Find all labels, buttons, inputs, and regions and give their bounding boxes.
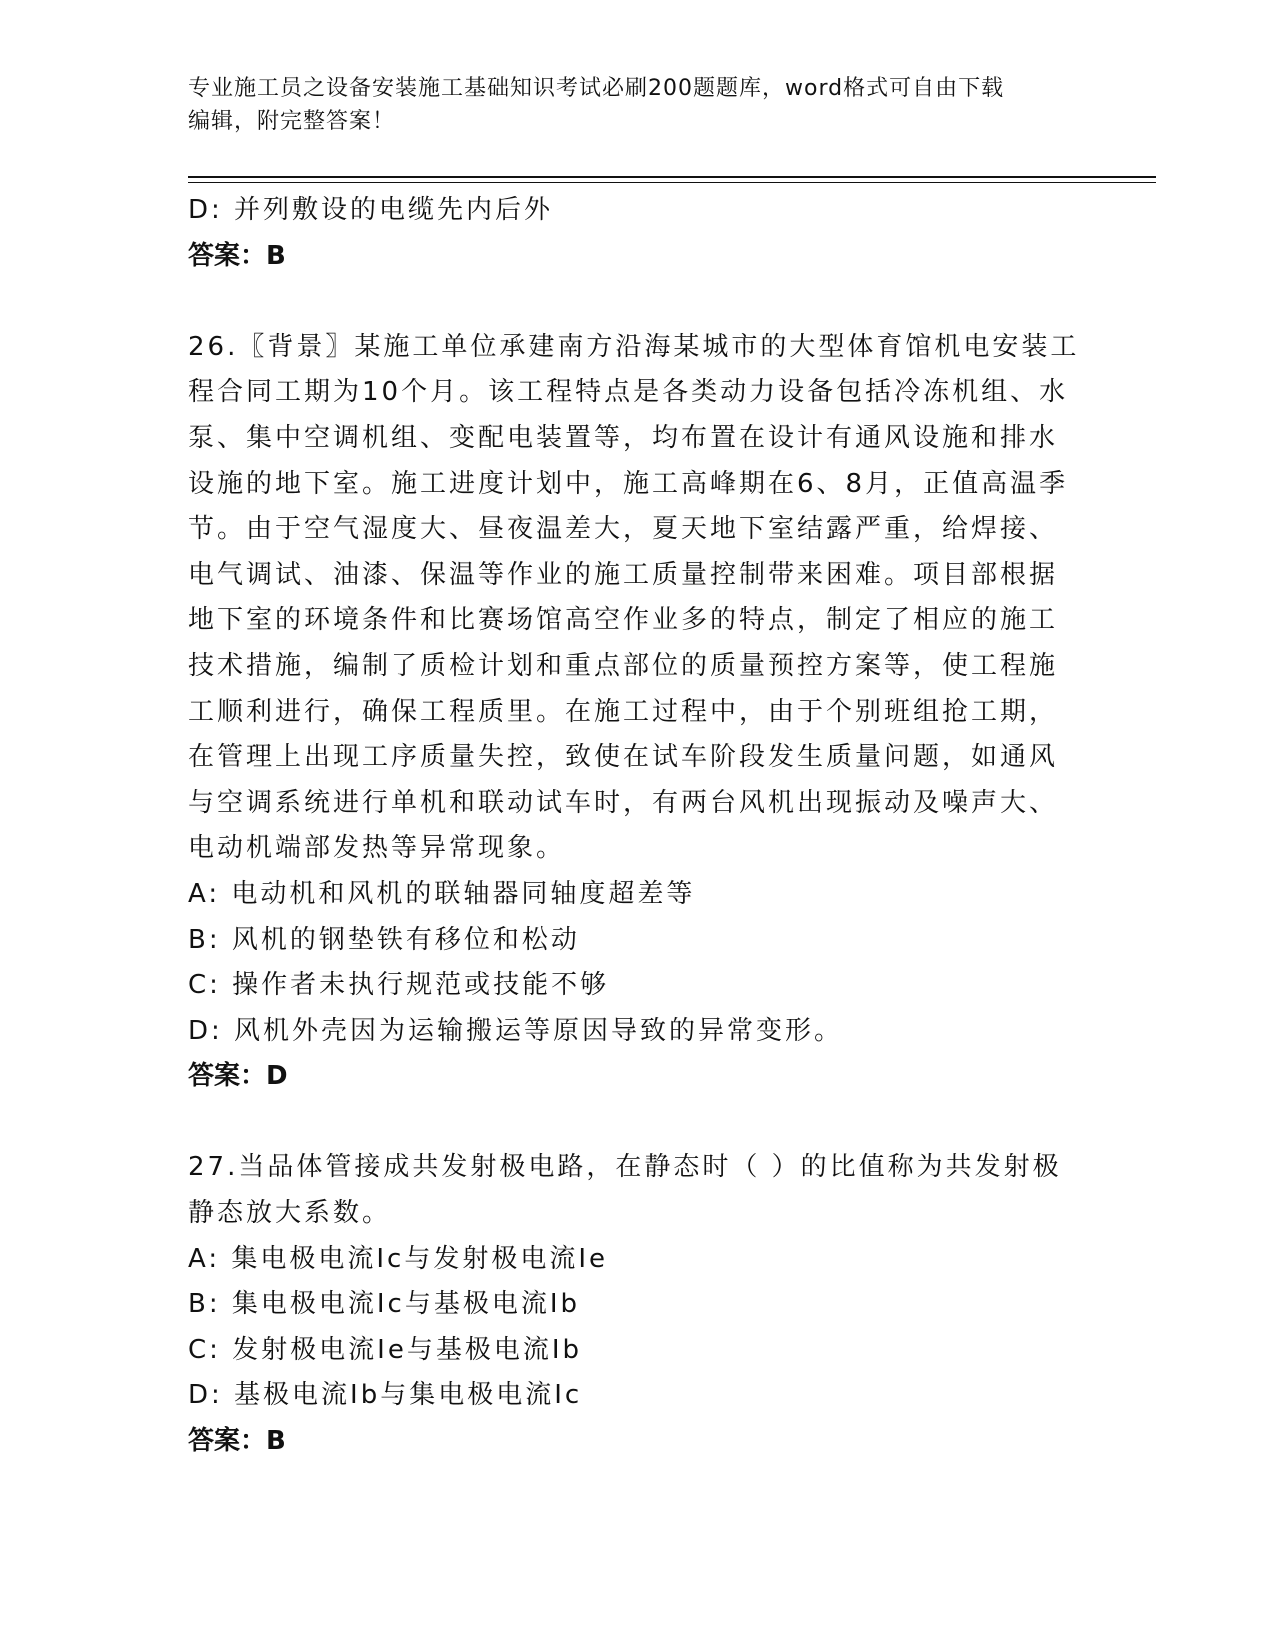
question-text-line: 技术措施，编制了质检计划和重点部位的质量预控方案等，使工程施	[188, 650, 1059, 681]
header-divider-thin	[188, 182, 1156, 183]
question-26	[188, 325, 1088, 1100]
header-line: 专业施工员之设备安装施工基础知识考试必刷200题题库，word格式可自由下载	[188, 76, 1005, 101]
option-a: A: 集电极电流Ic与发射极电流Ie	[188, 1243, 608, 1274]
question-text-line: 节。由于空气湿度大、昼夜温差大，夏天地下室结露严重，给焊接、	[188, 514, 1059, 545]
prev-question	[188, 188, 1088, 279]
header-line: 编辑，附完整答案！	[188, 109, 396, 134]
question-text-line: 电动机端部发热等异常现象。	[188, 833, 566, 864]
question-text-line: 26.〖背景〗某施工单位承建南方沿海某城市的大型体育馆机电安装工	[188, 331, 1080, 362]
question-text-line: 27.当品体管接成共发射极电路，在静态时（ ）的比值称为共发射极	[188, 1152, 1062, 1183]
question-text-line: 工顺利进行，确保工程质里。在施工过程中，由于个别班组抢工期，	[188, 696, 1059, 727]
page-header	[188, 72, 1088, 138]
option-b: B: 风机的钢垫铁有移位和松动	[188, 924, 580, 955]
document-body	[188, 188, 1088, 1465]
header-divider-thick	[188, 176, 1156, 178]
spacer	[188, 279, 1088, 325]
option-b: B: 集电极电流Ic与基极电流Ib	[188, 1289, 580, 1320]
question-27	[188, 1145, 1088, 1464]
answer: 答案：D	[188, 1061, 288, 1092]
option-c: C: 发射极电流Ie与基极电流Ib	[188, 1334, 583, 1365]
question-text-line: 地下室的环境条件和比赛场馆高空作业多的特点，制定了相应的施工	[188, 605, 1059, 636]
option-d: D: 并列敷设的电缆先内后外	[188, 195, 554, 225]
option-d: D: 基极电流Ib与集电极电流Ic	[188, 1380, 583, 1411]
question-text-line: 静态放大系数。	[188, 1198, 392, 1229]
question-text-line: 设施的地下室。施工进度计划中，施工高峰期在6、8月，正值高温季	[188, 468, 1069, 499]
answer: 答案：B	[188, 1426, 286, 1457]
question-text-line: 电气调试、油漆、保温等作业的施工质量控制带来困难。项目部根据	[188, 559, 1059, 590]
question-text-line: 程合同工期为10个月。该工程特点是各类动力设备包括冷冻机组、水	[188, 377, 1069, 408]
spacer	[188, 1100, 1088, 1146]
answer: 答案：B	[188, 240, 286, 271]
option-c: C: 操作者未执行规范或技能不够	[188, 970, 610, 1001]
question-text-line: 在管理上出现工序质量失控，致使在试车阶段发生质量问题，如通风	[188, 742, 1059, 773]
option-a: A: 电动机和风机的联轴器同轴度超差等	[188, 878, 696, 909]
question-text-line: 泵、集中空调机组、变配电装置等，均布置在设计有通风设施和排水	[188, 422, 1059, 453]
option-d: D: 风机外壳因为运输搬运等原因导致的异常变形。	[188, 1015, 844, 1046]
question-text-line: 与空调系统进行单机和联动试车时，有两台风机出现振动及噪声大、	[188, 787, 1059, 818]
